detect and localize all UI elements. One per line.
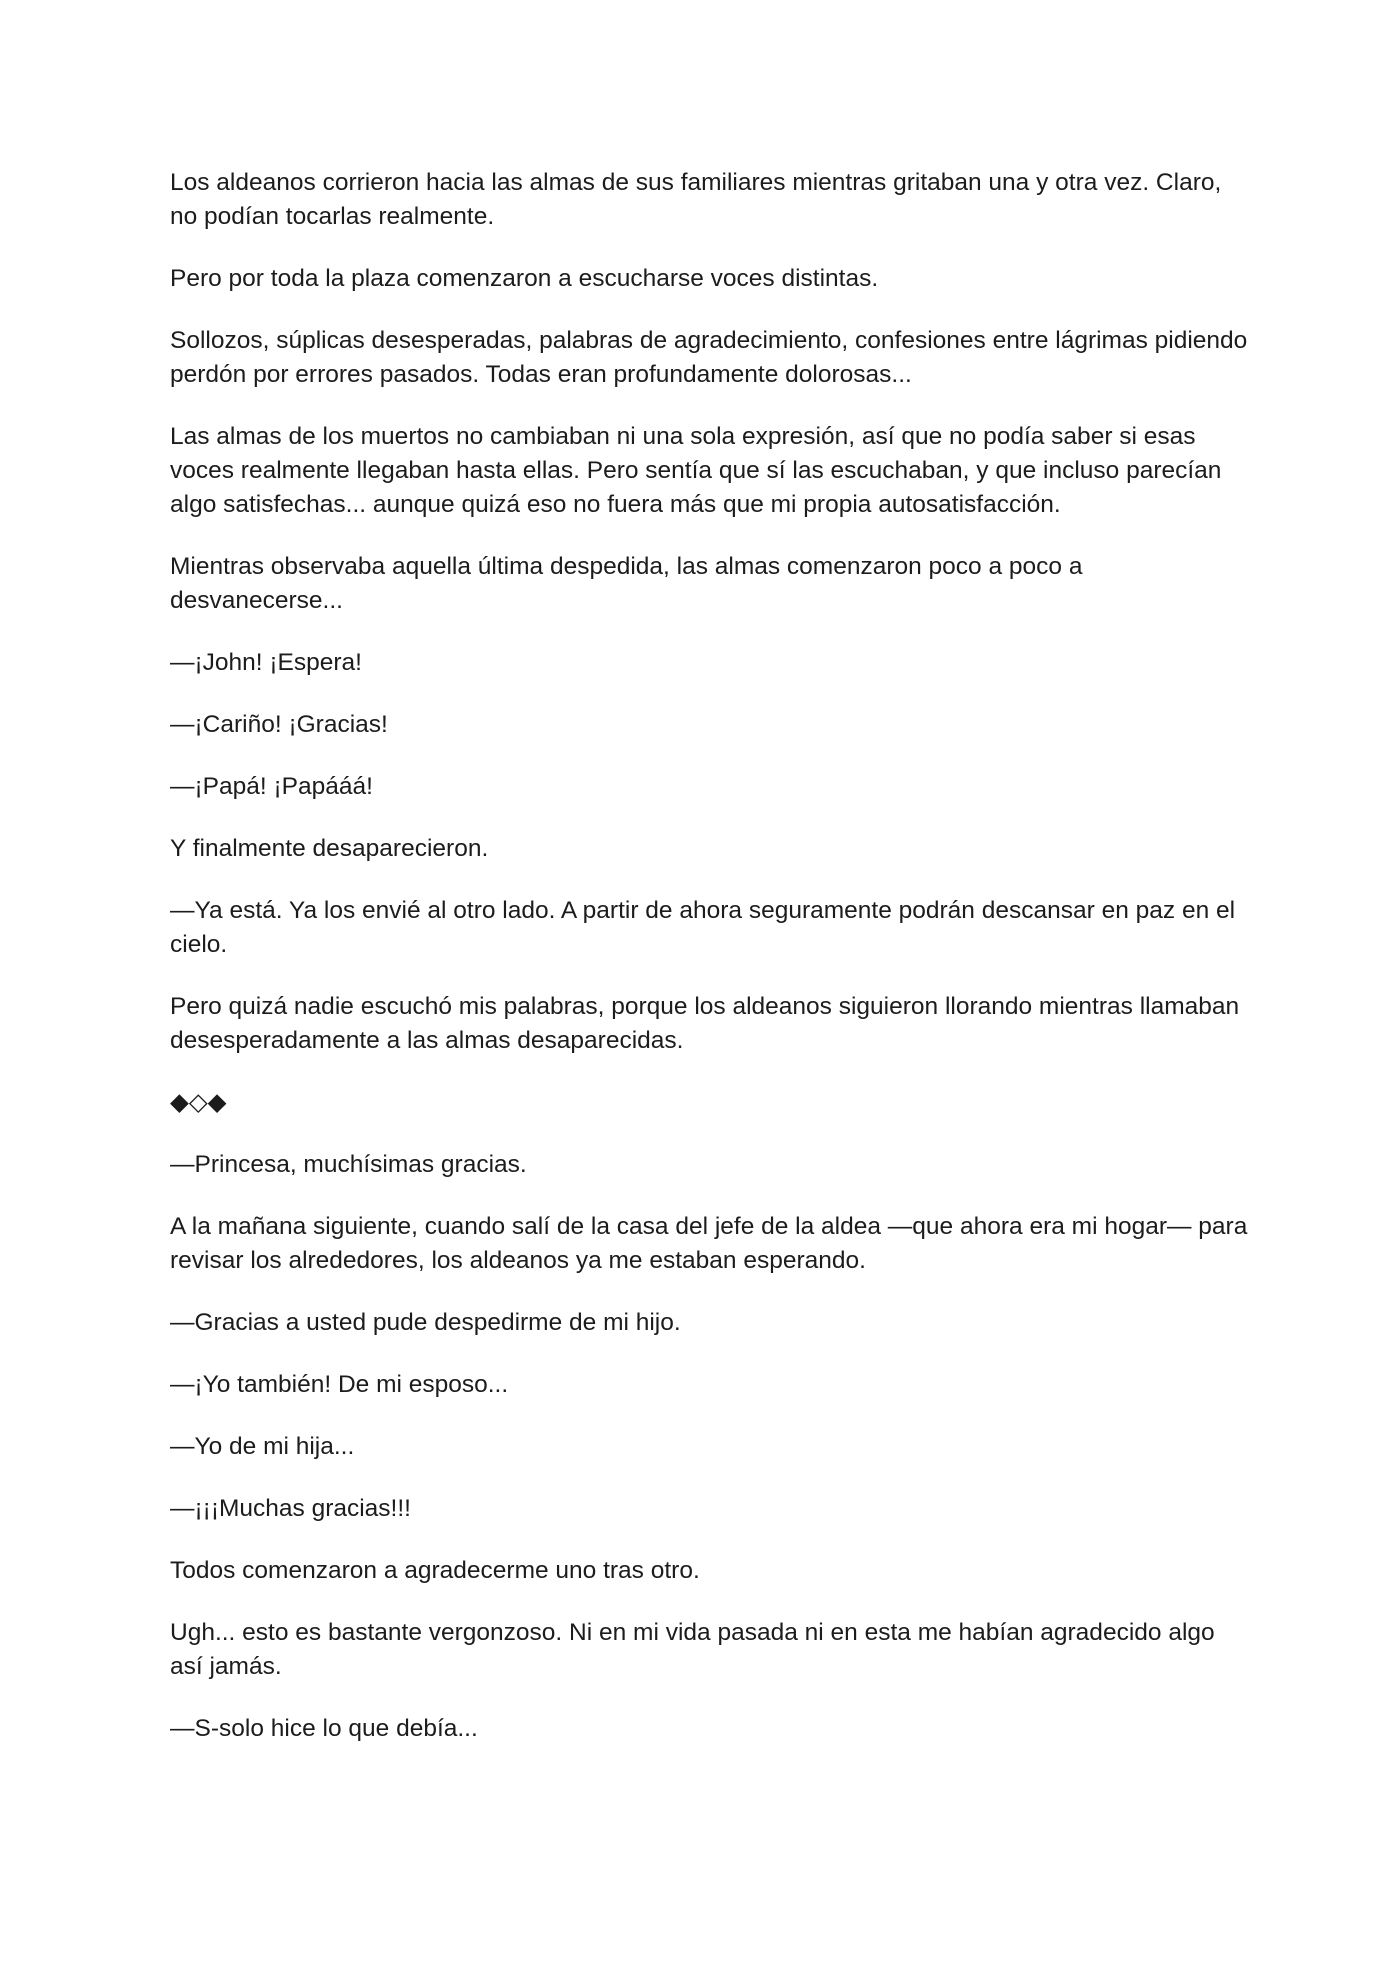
dialogue-line: —¡¡¡Muchas gracias!!! bbox=[170, 1495, 411, 1522]
dialogue-line: —¡John! ¡Espera! bbox=[170, 649, 362, 676]
scene-break: ◆◇◆ bbox=[170, 1089, 227, 1116]
dialogue-line: —¡Cariño! ¡Gracias! bbox=[170, 711, 388, 738]
dialogue-line: —Princesa, muchísimas gracias. bbox=[170, 1151, 527, 1178]
dialogue-line: —Ya está. Ya los envié al otro lado. A partir de ahora seguramente podrán descansar en paz en el cielo. bbox=[170, 897, 1236, 958]
paragraph: Ugh... esto es bastante vergonzoso. Ni en mi vida pasada ni en esta me habían agradecido algo así jamás. bbox=[170, 1619, 1215, 1680]
paragraph: Sollozos, súplicas desesperadas, palabras de agradecimiento, confesiones entre lágrimas pidiendo perdón por errores pasados. Todas eran profundamente dolorosas... bbox=[170, 327, 1248, 388]
dialogue-line: —¡Papá! ¡Papááá! bbox=[170, 773, 373, 800]
paragraph: Y finalmente desaparecieron. bbox=[170, 835, 489, 862]
dialogue-line: —Gracias a usted pude despedirme de mi hijo. bbox=[170, 1309, 681, 1336]
document-page bbox=[170, 166, 1250, 1774]
dialogue-line: —Yo de mi hija... bbox=[170, 1433, 355, 1460]
paragraph: A la mañana siguiente, cuando salí de la casa del jefe de la aldea —que ahora era mi hogar— para revisar los alrededores, los aldeanos ya me estaban esperando. bbox=[170, 1213, 1248, 1274]
dialogue-line: —S-solo hice lo que debía... bbox=[170, 1715, 478, 1742]
paragraph: Las almas de los muertos no cambiaban ni una sola expresión, así que no podía saber si esas voces realmente llegaban hasta ellas. Pero sentía que sí las escuchaban, y que incluso parecían algo satisfechas... aunque quizá eso no fuera más que mi propia autosatisfacción. bbox=[170, 423, 1222, 518]
paragraph: Mientras observaba aquella última despedida, las almas comenzaron poco a poco a desvanecerse... bbox=[170, 553, 1083, 614]
paragraph: Los aldeanos corrieron hacia las almas de sus familiares mientras gritaban una y otra vez. Claro, no podían tocarlas realmente. bbox=[170, 169, 1222, 230]
paragraph: Pero quizá nadie escuchó mis palabras, porque los aldeanos siguieron llorando mientras llamaban desesperadamente a las almas desaparecidas. bbox=[170, 993, 1240, 1054]
dialogue-line: —¡Yo también! De mi esposo... bbox=[170, 1371, 509, 1398]
paragraph: Todos comenzaron a agradecerme uno tras otro. bbox=[170, 1557, 700, 1584]
paragraph: Pero por toda la plaza comenzaron a escucharse voces distintas. bbox=[170, 265, 879, 292]
